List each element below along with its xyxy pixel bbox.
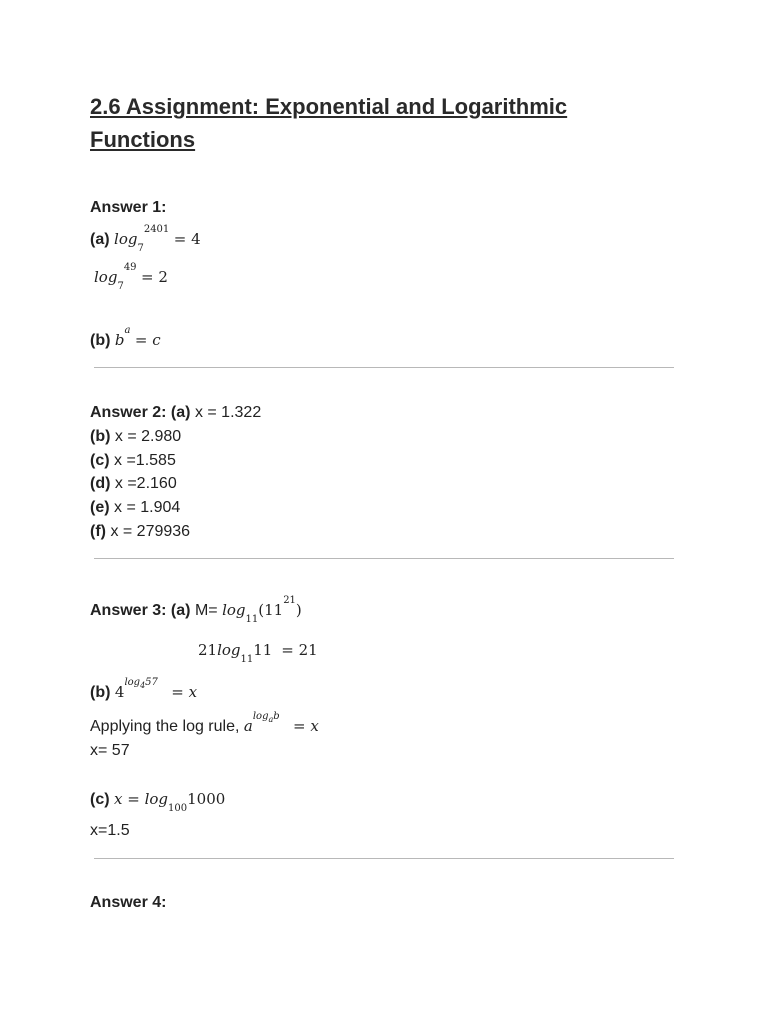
part-label: (b) [90,428,111,445]
log-argument: 1000 [187,790,226,808]
part-label: (a) [170,404,191,421]
answer-2-line-d [90,474,177,494]
log-text: log [144,790,169,808]
part-label: (e) [90,499,110,516]
answer-2-line-c [90,451,176,471]
log-text: log [124,677,141,688]
log-base: 11 [240,654,254,665]
log-text: log [252,711,269,722]
answer-3c-result: x=1.5 [90,822,130,839]
log-base: 11 [245,614,259,625]
log-text: log [222,601,246,619]
divider [94,858,674,859]
answer-2-heading: Answer 2: [90,404,167,421]
answer-3c-line [90,789,225,812]
equals-x: = x [293,717,319,735]
answer-value: x = 279936 [110,523,191,540]
answer-1-heading: Answer 1: [90,199,167,216]
answer-3a-line-2 [198,640,318,663]
answer-1a-line-2 [94,262,168,292]
equals-value: = 2 [141,268,168,286]
answer-value: x =2.160 [114,475,177,492]
log-base: 100 [168,803,188,814]
page-title-line-1: 2.6 Assignment: Exponential and Logarithmic [90,94,568,119]
log-text: log [94,268,118,286]
answer-value: x = 1.904 [114,499,181,516]
log-base: 7 [137,243,144,254]
log-argument: b [273,711,280,722]
divider [94,558,674,559]
log-base: a [268,715,274,724]
part-label: (d) [90,475,111,492]
part-label: (a) [170,602,191,619]
answer-1b-line [90,325,161,353]
rule-text: Applying the log rule, [90,718,240,735]
equals-value: = 21 [281,641,318,659]
divider [94,367,674,368]
answer-2-line-f [90,522,190,542]
close-paren: ) [295,601,302,619]
log-text: log [114,230,138,248]
equals-x: = x [171,683,198,701]
part-label: (b) [90,684,111,701]
base-b: b [114,331,125,349]
exponent-a: a [124,325,131,336]
exponent-21: 21 [283,595,296,606]
answer-value: x =1.585 [114,452,176,469]
m-equals: M= [194,602,218,619]
answer-value: x = 2.980 [114,428,182,445]
base-4: 4 [114,683,125,701]
answer-3b-rule-line [90,711,319,739]
log-text: log [217,641,241,659]
page-title-line-2: Functions [90,127,196,152]
log-base: 4 [140,681,146,690]
part-label: (f) [90,523,106,540]
exponent-log [124,677,157,688]
equals-value: = 4 [173,230,201,248]
answer-3-heading: Answer 3: [90,602,167,619]
answer-2-line-e [90,498,180,518]
part-label: (a) [90,231,110,248]
log-argument: 49 [123,262,137,273]
answer-4-heading: Answer 4: [90,894,167,911]
open-paren-11: (11 [258,601,284,619]
answer-2-line-a [90,403,261,423]
x-equals: x = [114,790,145,808]
part-label: (b) [90,332,111,349]
equals-c: = c [134,331,161,349]
base-a: a [243,717,253,735]
answer-3a-line [90,595,302,625]
log-argument: 11 [253,641,273,659]
coefficient: 21 [198,641,218,659]
log-base: 7 [117,281,124,292]
answer-2-line-b [90,427,181,447]
log-argument: 57 [145,677,158,688]
answer-3b-line [90,677,198,705]
log-argument: 2401 [143,224,170,235]
answer-3b-result: x= 57 [90,742,130,759]
part-label: (c) [90,791,110,808]
part-label: (c) [90,452,110,469]
answer-1a-line [90,224,201,254]
answer-value: x = 1.322 [194,404,262,421]
exponent-log [253,711,280,722]
